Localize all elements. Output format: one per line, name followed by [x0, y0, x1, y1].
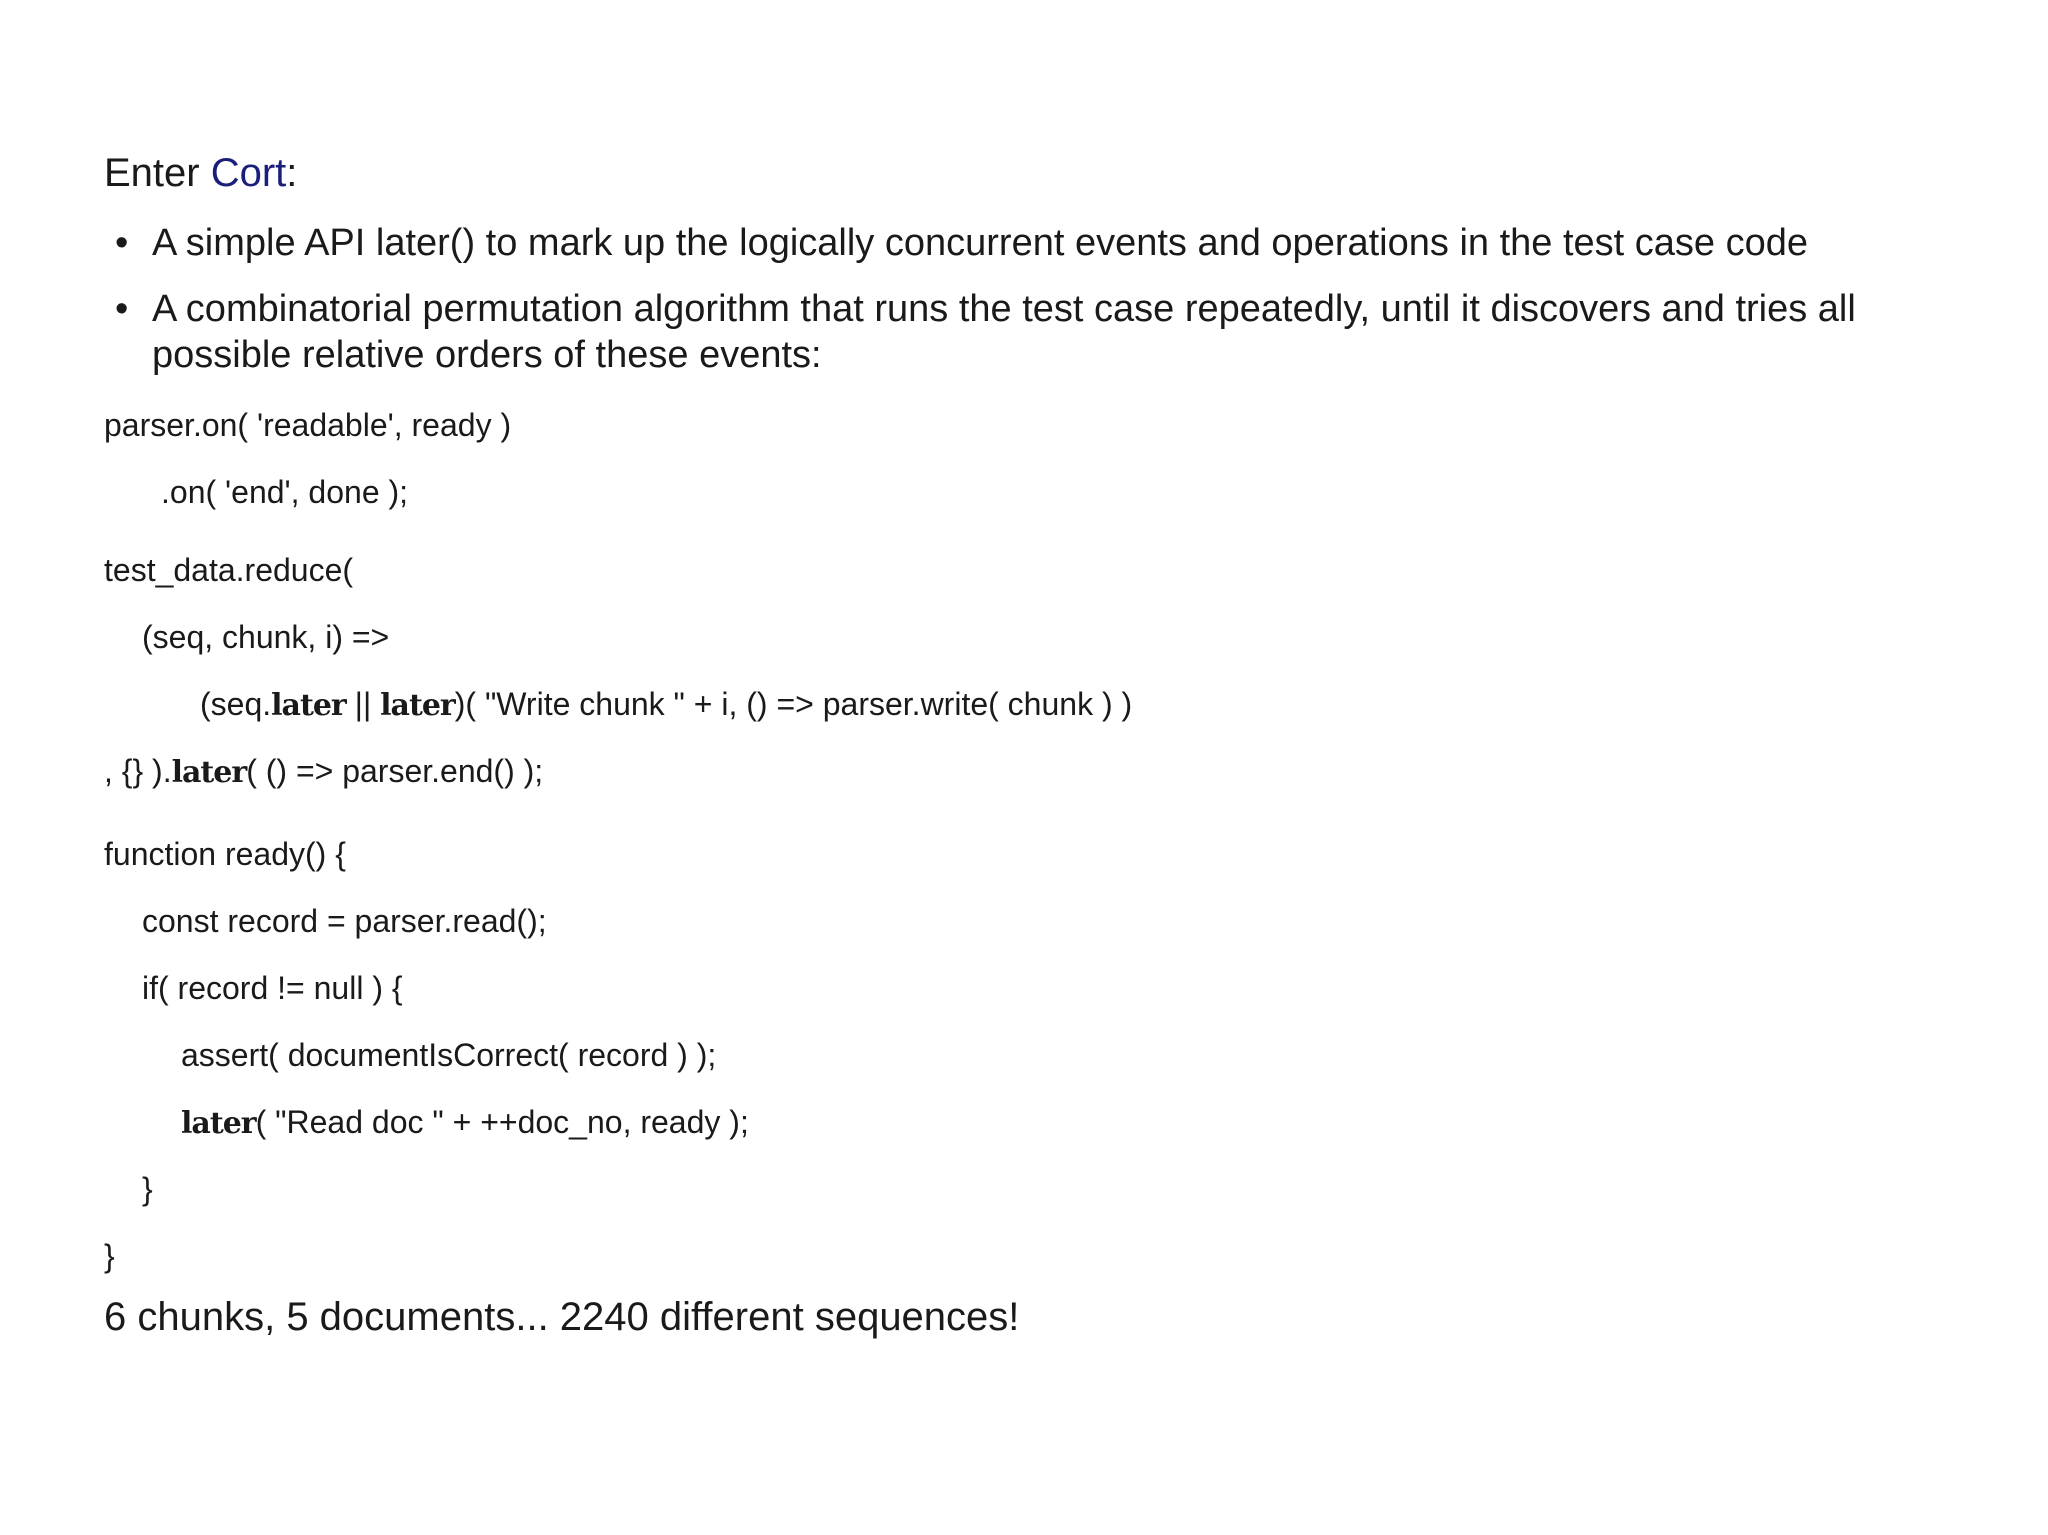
code-line: (seq, chunk, i) =>: [142, 619, 390, 655]
bullet-text: A simple API later() to mark up the logically concurrent events and operations in the test case code: [152, 222, 1808, 264]
code-text: ( () => parser.end() );: [246, 753, 544, 789]
code-line: function ready() {: [104, 836, 346, 872]
heading-prefix: Enter: [104, 151, 211, 195]
slide-heading: [104, 148, 297, 198]
later-keyword: later: [271, 688, 346, 723]
bullet-dot-icon: •: [115, 288, 129, 330]
bullet-list: [104, 220, 2004, 398]
code-text: (seq.: [200, 686, 272, 722]
bullet-item: [104, 220, 2004, 266]
code-line: }: [104, 1238, 115, 1274]
later-keyword: later: [181, 1106, 256, 1141]
bullet-dot-icon: •: [115, 222, 129, 264]
later-keyword: later: [380, 688, 455, 723]
code-text: , {} ).: [104, 753, 172, 789]
code-line: test_data.reduce(: [104, 552, 354, 588]
bullet-text: A combinatorial permutation algorithm that runs the test case repeatedly, until it discovers and tries all possible relative orders of these events:: [152, 288, 1856, 376]
code-line: const record = parser.read();: [142, 903, 547, 939]
heading-accent: Cort: [210, 151, 287, 195]
code-line: [181, 1102, 749, 1144]
code-line: [104, 751, 543, 793]
code-line: }: [142, 1171, 153, 1207]
heading-suffix: :: [286, 151, 298, 195]
summary-text: 6 chunks, 5 documents... 2240 different sequences!: [104, 1295, 1020, 1339]
code-text: ( "Read doc " + ++doc_no, ready );: [255, 1104, 749, 1140]
code-line: parser.on( 'readable', ready ): [104, 407, 512, 443]
code-line: .on( 'end', done );: [161, 474, 409, 510]
bullet-item: [104, 286, 2004, 378]
code-line: [200, 684, 1132, 726]
code-text: )( "Write chunk " + i, () => parser.write( chunk ) ): [454, 686, 1133, 722]
code-line: if( record != null ) {: [142, 970, 403, 1006]
code-line: assert( documentIsCorrect( record ) );: [181, 1037, 717, 1073]
later-keyword: later: [171, 755, 247, 790]
code-text: ||: [345, 686, 381, 722]
